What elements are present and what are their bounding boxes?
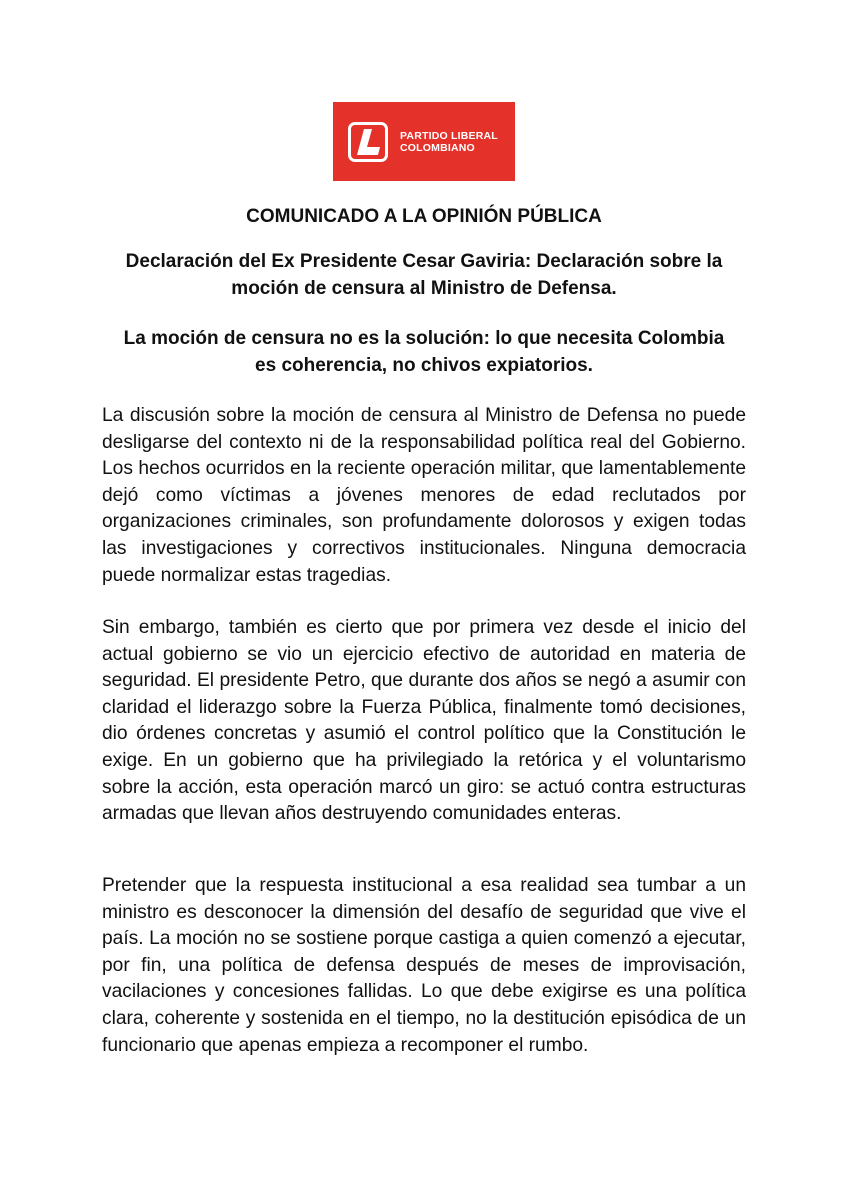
headline-line-2: es coherencia, no chivos expiatorios. xyxy=(255,355,593,376)
body-paragraph-2: Sin embargo, también es cierto que por primera vez desde el inicio del actual gobierno se vio un ejercicio efectivo de autoridad en materia de seguridad. El presidente Petro, que durante dos años se negó a asumir con claridad el liderazgo sobre la Fuerza Pública, finalmente tomó decisiones, dio órdenes concretas y asumió el control político que la Constitución le exige. En un gobierno que ha privilegiado la retórica y el voluntarismo sobre la acción, esta operación marcó un giro: se actuó contra estructuras armadas que llevan años destruyendo comunidades enteras. xyxy=(102,617,746,825)
document-subtitle xyxy=(0,248,848,302)
subtitle-line-2: moción de censura al Ministro de Defensa. xyxy=(231,278,617,299)
party-logo xyxy=(333,102,515,181)
liberal-party-logo-icon xyxy=(348,122,388,162)
document-title: COMUNICADO A LA OPINIÓN PÚBLICA xyxy=(246,206,602,227)
headline-line-1: La moción de censura no es la solución: lo que necesita Colombia xyxy=(123,328,725,349)
logo-l-glyph-icon xyxy=(355,128,381,156)
body-paragraph-1: La discusión sobre la moción de censura al Ministro de Defensa no puede desligarse del contexto ni de la responsabilidad política real del Gobierno. Los hechos ocurridos en la reciente operación militar, que lamentablemente dejó como víctimas a jóvenes menores de edad reclutados por organizaciones criminales, son profundamente dolorosos y exigen todas las investigaciones y correctivos institucionales. Ninguna democracia puede normalizar estas tragedias. xyxy=(102,405,746,586)
logo-wordmark xyxy=(400,130,498,154)
document-headline xyxy=(0,325,848,379)
body-paragraph-3: Pretender que la respuesta institucional a esa realidad sea tumbar a un ministro es desconocer la dimensión del desafío de seguridad que vive el país. La moción no se sostiene porque castiga a quien comenzó a ejecutar, por fin, una política de defensa después de meses de improvisación, vacilaciones y concesiones fallidas. Lo que debe exigirse es una política clara, coherente y sostenida en el tiempo, no la destitución episódica de un funcionario que apenas empieza a recomponer el rumbo. xyxy=(102,875,746,1056)
logo-line-1: PARTIDO LIBERAL xyxy=(400,129,498,142)
subtitle-line-1: Declaración del Ex Presidente Cesar Gaviria: Declaración sobre la xyxy=(125,251,723,272)
logo-line-2: COLOMBIANO xyxy=(400,141,475,154)
